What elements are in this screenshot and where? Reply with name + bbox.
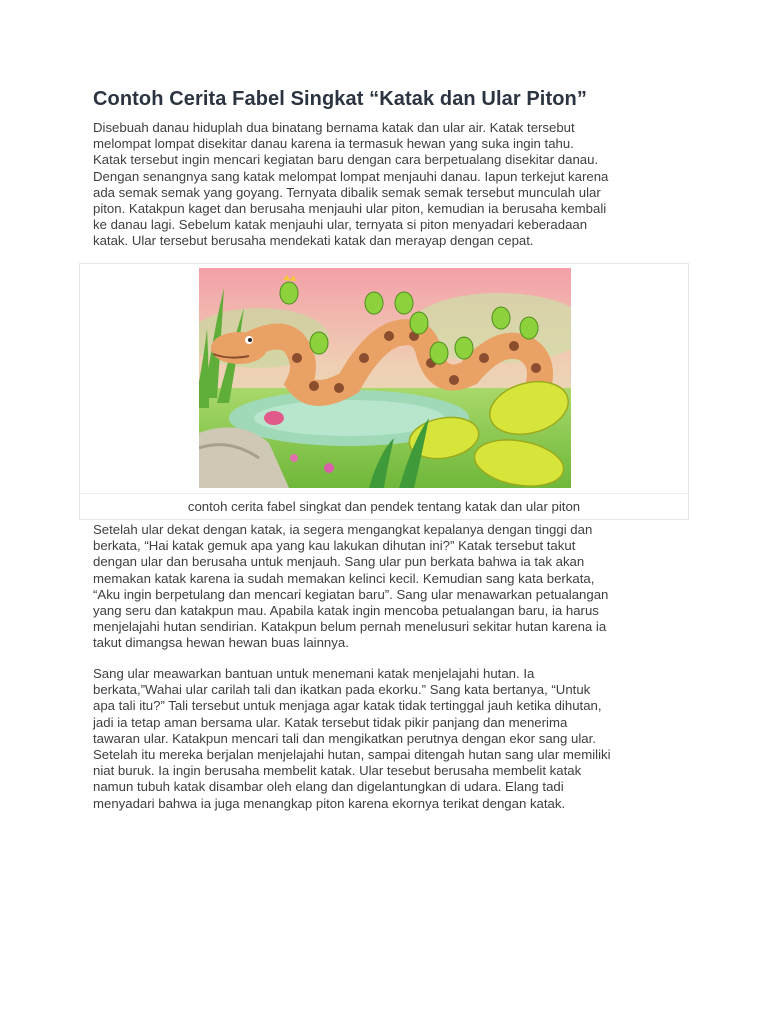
snake-and-frogs-illustration bbox=[199, 268, 571, 488]
article bbox=[93, 86, 689, 811]
paragraph-2: Setelah ular dekat dengan katak, ia segera mengangkat kepalanya dengan tinggi dan berkata, “Hai katak gemuk apa yang kau lakukan dihutan ini?” Katak tersebut takut dengan ular dan berusaha untuk menjauh. Sang ular pun berkata bahwa ia tak akan memakan katak karena ia sudah memakan kelinci kecil. Kemudian sang kata berkata, “Aku ingin berpetulang dan mencari kegiatan baru”. Sang ular menawarkan petualangan yang seru dan katakpun mau. Apabila katak ingin mencoba petualangan baru, ia harus menjelajahi hutan sendirian. Katakpun belum pernah menelusuri sekitar hutan karena ia takut dimangsa hewan hewan buas lainnya. bbox=[93, 522, 609, 651]
article-title: Contoh Cerita Fabel Singkat “Katak dan Ular Piton” bbox=[93, 88, 587, 110]
figure-divider bbox=[80, 493, 688, 494]
figure bbox=[79, 263, 689, 520]
paragraph-3: Sang ular meawarkan bantuan untuk menemani katak menjelajahi hutan. Ia berkata,”Wahai ular carilah tali dan ikatkan pada ekorku.” Sang kata bertanya, “Untuk apa tali itu?” Tali tersebut untuk menjaga agar katak tidak tertinggal jauh ketika dihutan, jadi ia tetap aman bersama ular. Katak tersebut tidak pikir panjang dan menerima tawaran ular. Katakpun mencari tali dan mengikatkan perutnya dengan ekor sang ular. Setelah itu mereka berjalan menjelajahi hutan, sampai ditengah hutan sang ular memiliki niat buruk. Ia ingin berusaha membelit katak. Ular tesebut berusaha membelit katak namun tubuh katak disambar oleh elang dan digelantungkan di udara. Elang tadi menyadari bahwa ia juga menangkap piton karena ekornya terikat dengan katak. bbox=[93, 666, 611, 811]
paragraph-1: Disebuah danau hiduplah dua binatang bernama katak dan ular air. Katak tersebut melompat lompat disekitar danau karena ia termasuk hewan yang suka ingin tahu. Katak tersebut ingin mencari kegiatan baru dengan cara berpetualang disekitar danau. Dengan senangnya sang katak melompat lompat menjauhi danau. Iapun terkejut karena ada semak semak yang goyang. Ternyata dibalik semak semak tersebut munculah ular piton. Katakpun kaget dan berusaha menjauhi ular piton, kemudian ia berusaha kembali ke danau lagi. Sebelum katak menjauhi ular, ternyata si piton menyadari keberadaan katak. Ular tersebut berusaha mendekati katak dan merayap dengan cepat. bbox=[93, 120, 609, 249]
figure-caption: contoh cerita fabel singkat dan pendek tentang katak dan ular piton bbox=[187, 499, 581, 514]
